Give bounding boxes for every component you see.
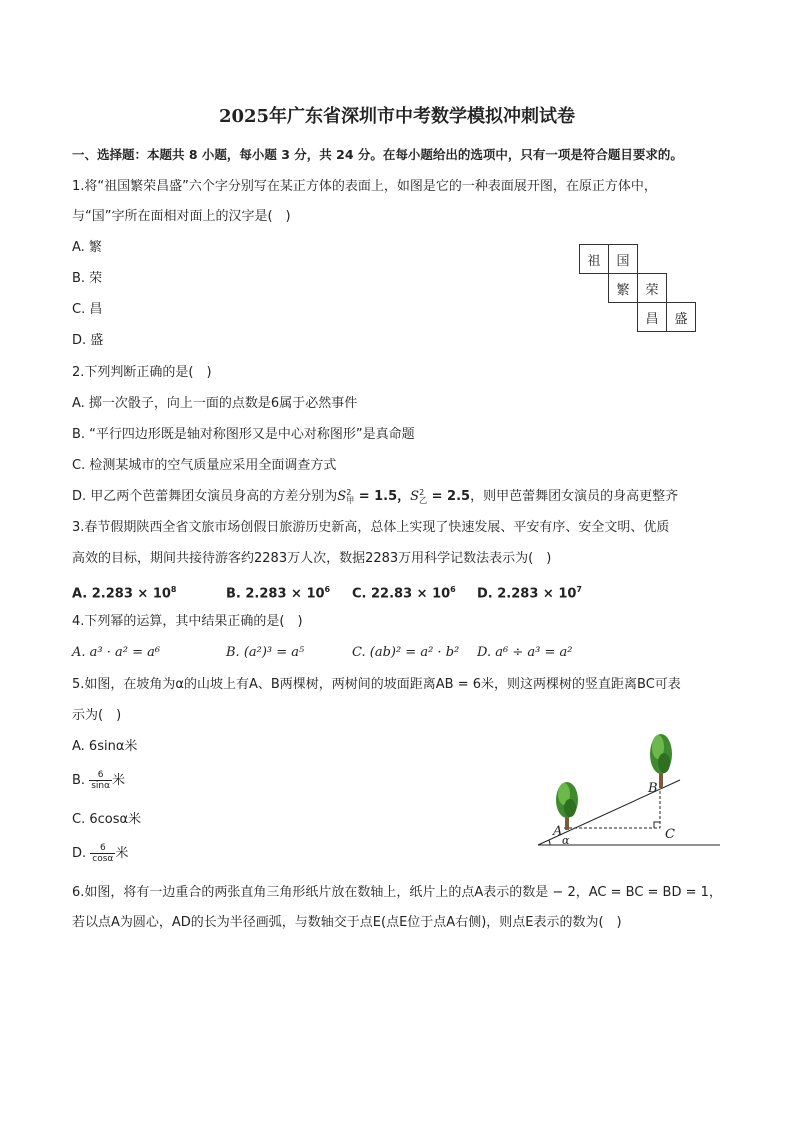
- q5-b-prefix: B.: [72, 773, 90, 788]
- net-cell: 盛: [666, 302, 696, 332]
- label-alpha: α: [562, 834, 570, 847]
- variance-symbol: S: [337, 489, 347, 504]
- q3-c-exp: 6: [450, 585, 456, 594]
- fraction: [90, 843, 115, 864]
- fraction-numerator: 6: [90, 843, 115, 854]
- q1-option-a: A. 繁: [72, 240, 102, 255]
- label-a: A: [553, 824, 563, 839]
- label-c: C: [665, 827, 675, 842]
- fraction-denominator: cosα: [92, 854, 114, 864]
- q5-b-unit: 米: [112, 773, 126, 788]
- net-cell: 昌: [637, 302, 667, 332]
- q2-d-prefix: D. 甲乙两个芭蕾舞团女演员身高的方差分别为: [72, 489, 338, 504]
- q3-option-d: [477, 581, 582, 603]
- q4-option-d: D. a⁶ ÷ a³ = a²: [477, 645, 573, 660]
- q6-stem-line1: 6.如图，将有一边重合的两张直角三角形纸片放在数轴上，纸片上的点A表示的数是 − 2，AC = BC = BD = 1，: [72, 885, 722, 900]
- q5-stem-line1: 5.如图，在坡角为α的山坡上有A、B两棵树，两树间的坡面距离AB = 6米，则这两棵树的竖直距离BC可表: [72, 677, 681, 692]
- q5-d-prefix: D.: [72, 846, 91, 861]
- q3-d-exp: 7: [576, 585, 582, 594]
- q4-option-a: A. a³ · a² = a⁶: [72, 645, 161, 660]
- q1-option-b: B. 荣: [72, 271, 103, 286]
- q5-option-d: [72, 843, 128, 864]
- net-cell: 荣: [637, 273, 667, 303]
- q3-b-exp: 6: [324, 585, 331, 594]
- angle-arc: [549, 840, 550, 845]
- variance-sup: 2: [419, 487, 425, 497]
- page-title: 2025年广东省深圳市中考数学模拟冲刺试卷: [218, 106, 576, 127]
- q4-option-c: C. (ab)² = a² · b²: [352, 645, 460, 660]
- q3-stem-line1: 3.春节假期陕西全省文旅市场创假日旅游历史新高，总体上实现了快速发展、平安有序、安全文明、优质: [72, 520, 670, 535]
- q1-stem-line2: 与“国”字所在面相对面上的汉字是( ): [72, 209, 291, 224]
- q3-d-text: D. 2.283 × 10: [477, 586, 577, 602]
- variance-sub: 乙: [419, 495, 428, 505]
- variance-value: = 2.5: [427, 489, 471, 504]
- q2-option-b: B. “平行四边形既是轴对称图形又是中心对称图形”是真命题: [72, 427, 415, 442]
- q3-a-exp: 8: [170, 585, 177, 594]
- net-cell: 繁: [608, 273, 638, 303]
- q2-option-a: A. 掷一次骰子，向上一面的点数是6属于必然事件: [72, 396, 358, 411]
- slope-trees-figure: [530, 722, 725, 852]
- net-cell: 国: [608, 244, 638, 274]
- tree-b-icon: [650, 734, 672, 788]
- q1-option-c: C. 昌: [72, 302, 103, 317]
- q2-stem: 2.下列判断正确的是( ): [72, 365, 212, 380]
- q3-a-text: A. 2.283 × 10: [72, 586, 171, 602]
- q5-option-a: A. 6sinα米: [72, 739, 138, 754]
- q4-stem: 4.下列幂的运算，其中结果正确的是( ): [72, 614, 303, 629]
- variance-value: = 1.5，: [354, 489, 411, 504]
- q3-c-text: C. 22.83 × 10: [352, 586, 451, 602]
- net-cell: 祖: [579, 244, 609, 274]
- variance-sup: 2: [346, 487, 352, 497]
- fraction: [89, 770, 112, 791]
- q2-option-d: [72, 488, 678, 506]
- q2-option-c: C. 检测某城市的空气质量应采用全面调查方式: [72, 458, 337, 473]
- section-header: 一、选择题：本题共 8 小题，每小题 3 分，共 24 分。在每小题给出的选项中，只有一项是符合题目要求的。: [72, 147, 683, 162]
- variance-sub: 甲: [346, 495, 355, 505]
- fraction-denominator: sinα: [91, 781, 111, 791]
- q3-option-b: [226, 581, 330, 603]
- q5-d-unit: 米: [115, 846, 129, 861]
- q3-option-c: [352, 581, 456, 603]
- q5-option-c: C. 6cosα米: [72, 812, 142, 827]
- q2-d-suffix: ，则甲芭蕾舞团女演员的身高更整齐: [470, 489, 679, 504]
- q5-option-b: [72, 770, 125, 791]
- q3-stem-line2: 高效的目标，期间共接待游客约2283万人次，数据2283万用科学记数法表示为( ): [72, 551, 552, 566]
- q3-option-a: [72, 581, 177, 603]
- right-angle-mark: [654, 822, 660, 828]
- q6-stem-line2: 若以点A为圆心，AD的长为半径画弧，与数轴交于点E(点E位于点A右侧)，则点E表示的数为( ): [72, 915, 622, 930]
- q5-stem-line2: 示为( ): [72, 708, 122, 723]
- q4-option-b: B. (a²)³ = a⁵: [226, 645, 305, 660]
- q3-b-text: B. 2.283 × 10: [226, 586, 325, 602]
- fraction-numerator: 6: [89, 770, 112, 781]
- q1-option-d: D. 盛: [72, 333, 104, 348]
- variance-symbol: S: [410, 489, 420, 504]
- label-b: B: [648, 781, 658, 796]
- tree-a-icon: [556, 782, 578, 830]
- q1-stem-line1: 1.将“祖国繁荣昌盛”六个字分别写在某正方体的表面上，如图是它的一种表面展开图，在原正方体中，: [72, 179, 657, 194]
